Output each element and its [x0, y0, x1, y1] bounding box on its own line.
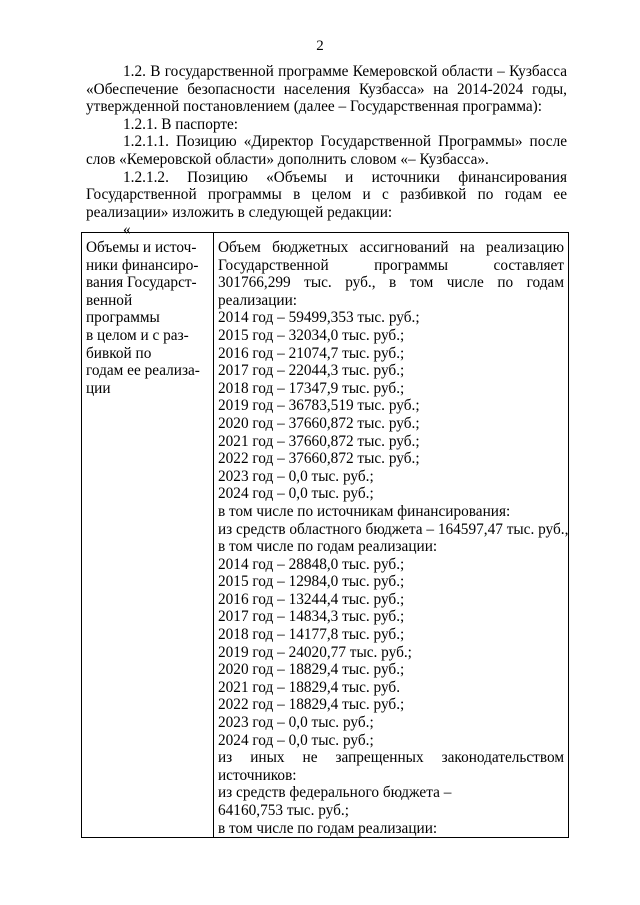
intro-line: 301766,299 тыс. руб., в том числе по годам [218, 274, 564, 292]
year-regional-line: 2020 год – 18829,4 тыс. руб.; [218, 661, 405, 679]
other-sources-line: источников: [218, 766, 297, 784]
year-regional-line: 2023 год – 0,0 тыс. руб.; [218, 714, 374, 732]
paragraph-1-2-1-2: 1.2.1.2. Позицию «Объемы и источники финансирования Государственной программы в целом и с разбивкой по годам ее реализации» изложить в следующей редакции: [86, 168, 567, 221]
label-line: ции [86, 379, 111, 397]
position-label-cell [82, 233, 214, 838]
funding-table [81, 232, 569, 838]
paragraph-1-2-1: 1.2.1. В паспорте: [123, 115, 239, 133]
year-total-line: 2022 год – 37660,872 тыс. руб.; [218, 450, 420, 468]
year-total-line: 2018 год – 17347,9 тыс. руб.; [218, 379, 405, 397]
year-regional-line: 2022 год – 18829,4 тыс. руб.; [218, 696, 405, 714]
year-regional-line: 2015 год – 12984,0 тыс. руб.; [218, 573, 405, 591]
label-line: Объемы и источ- [86, 239, 197, 256]
funding-values-cell [214, 233, 569, 838]
year-total-line: 2015 год – 32034,0 тыс. руб.; [218, 326, 405, 344]
year-total-line: 2019 год – 36783,519 тыс. руб.; [218, 397, 420, 415]
page-number: 2 [316, 38, 324, 54]
year-regional-line: 2018 год – 14177,8 тыс. руб.; [218, 626, 405, 644]
by-years-heading: в том числе по годам реализации: [218, 538, 438, 556]
sources-heading: в том числе по источникам финансирования: [218, 502, 511, 520]
opening-quote-mark: « [123, 221, 131, 239]
year-total-line: 2024 год – 0,0 тыс. руб.; [218, 485, 374, 503]
table-row [82, 233, 569, 838]
paragraph-1-2: 1.2. В государственной программе Кемеровской области – Кузбасса «Обеспечение безопасности населения Кузбасса» на 2014-2024 годы, утвержденной постановлением (далее – Государственная программа): [86, 63, 567, 116]
label-line: венной программы [86, 291, 160, 327]
intro-line: реализации: [218, 291, 298, 309]
other-sources-line: из иных не запрещенных законодательством [218, 749, 564, 767]
federal-budget-line: из средств федерального бюджета – [218, 784, 452, 802]
year-total-line: 2016 год – 21074,7 тыс. руб.; [218, 344, 405, 362]
year-total-line: 2020 год – 37660,872 тыс. руб.; [218, 414, 420, 432]
intro-line: Объем бюджетных ассигнований на реализацию [218, 239, 564, 256]
year-total-line: 2021 год – 37660,872 тыс. руб.; [218, 432, 420, 450]
label-line: ники финансиро- [86, 256, 199, 274]
year-regional-line: 2024 год – 0,0 тыс. руб.; [218, 731, 374, 749]
year-regional-line: 2016 год – 13244,4 тыс. руб.; [218, 590, 405, 608]
label-line: годам ее реализа- [86, 362, 200, 380]
regional-budget-line: из средств областного бюджета – 164597,47 тыс. руб., [218, 520, 569, 538]
label-line: в целом и с раз- [86, 326, 189, 344]
document-body [86, 63, 567, 239]
year-regional-line: 2019 год – 24020,77 тыс. руб.; [218, 643, 412, 661]
paragraph-1-2-1-1: 1.2.1.1. Позицию «Директор Государственной Программы» после слов «Кемеровской области» дополнить словом «– Кузбасса». [86, 133, 567, 168]
label-line: бивкой по [86, 344, 152, 362]
intro-line: Государственной программы составляет [218, 256, 564, 274]
year-regional-line: 2014 год – 28848,0 тыс. руб.; [218, 555, 405, 573]
year-total-line: 2023 год – 0,0 тыс. руб.; [218, 467, 374, 485]
by-years-heading: в том числе по годам реализации: [218, 819, 438, 837]
federal-budget-line: 64160,753 тыс. руб.; [218, 802, 349, 819]
year-total-line: 2014 год – 59499,353 тыс. руб.; [218, 309, 420, 327]
year-regional-line: 2021 год – 18829,4 тыс. руб. [218, 678, 401, 696]
year-regional-line: 2017 год – 14834,3 тыс. руб.; [218, 608, 405, 626]
year-total-line: 2017 год – 22044,3 тыс. руб.; [218, 362, 405, 380]
label-line: вания Государст- [86, 274, 197, 292]
